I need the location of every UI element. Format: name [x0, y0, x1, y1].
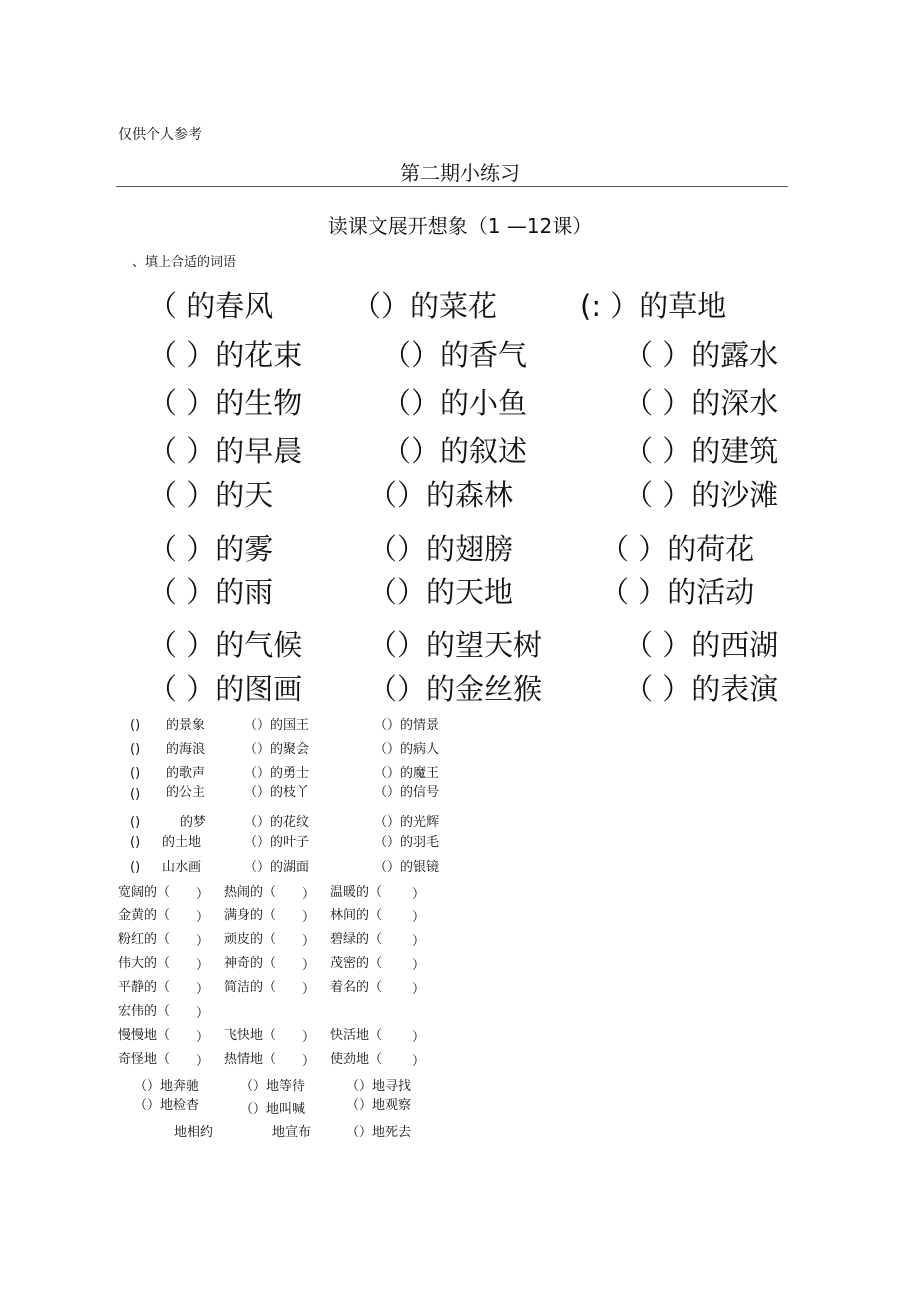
adv-item: 飞快地（ — [224, 1028, 277, 1043]
small-item: （）的魔王 — [374, 766, 440, 781]
reference-note: 仅供个人参考 — [118, 127, 202, 143]
verb-item: （）地奔驰 — [134, 1079, 200, 1094]
adj-blank-end: ） — [196, 958, 210, 973]
big-item: （）的菜花 — [352, 289, 498, 323]
adj-blank-end: ） — [302, 958, 316, 973]
adj-blank-end: ） — [412, 958, 426, 973]
adj-blank-end: ） — [302, 1030, 316, 1045]
adj-blank-end: ） — [302, 910, 316, 925]
title-divider — [116, 186, 788, 187]
big-item: （ ）的早晨 — [148, 434, 303, 468]
adj-blank-end: ） — [196, 1054, 210, 1069]
adj-blank-end: ） — [302, 1054, 316, 1069]
adj-blank-end: ） — [412, 910, 426, 925]
adv-item: 快活地（ — [330, 1028, 383, 1043]
adj-item: 伟大的（ — [118, 956, 171, 971]
adj-item: 宽阔的（ — [118, 885, 171, 900]
adj-blank-end: ） — [196, 1030, 210, 1045]
small-item: （）的信号 — [374, 785, 440, 800]
adj-blank-end: ） — [412, 1054, 426, 1069]
adj-blank-end: ） — [196, 910, 210, 925]
verb-item: （）地检杳 — [134, 1098, 200, 1113]
small-blank: () — [130, 860, 141, 875]
adj-blank-end: ） — [302, 934, 316, 949]
small-item: 的歌声 — [166, 766, 206, 781]
small-item: 的土地 — [162, 835, 202, 850]
big-item: （ ）的天 — [148, 478, 274, 512]
small-item: 山水画 — [162, 860, 202, 875]
big-item: （ ）的活动 — [600, 575, 755, 609]
big-item: （ ）的花束 — [148, 338, 303, 372]
small-item: （）的枝丫 — [244, 785, 310, 800]
big-item: （）的香气 — [382, 338, 528, 372]
adj-blank-end: ） — [196, 982, 210, 997]
big-item: （ ）的雨 — [148, 575, 274, 609]
big-item: （ ）的雾 — [148, 532, 274, 566]
adv-item: 慢慢地（ — [118, 1028, 171, 1043]
small-item: 的海浪 — [166, 742, 206, 757]
adj-item: 顽皮的（ — [224, 932, 277, 947]
big-item: （ 的春风 — [148, 289, 274, 323]
small-item: （）的聚会 — [244, 742, 310, 757]
verb-item: （）地死去 — [346, 1125, 412, 1140]
page-title: 第二期小练习 — [400, 161, 520, 185]
small-blank: () — [130, 766, 141, 781]
small-item: （）的花纹 — [244, 815, 310, 830]
small-blank: () — [130, 835, 141, 850]
small-item: 的梦 — [180, 815, 207, 830]
big-item: （）的金丝猴 — [368, 672, 543, 706]
big-item: （ ）的露水 — [624, 338, 779, 372]
small-item: 的公主 — [166, 785, 206, 800]
big-item: （ ）的气候 — [148, 628, 303, 662]
small-blank: () — [130, 718, 141, 733]
adj-item: 平静的（ — [118, 980, 171, 995]
verb-item: （）地寻找 — [346, 1079, 412, 1094]
verb-item: （）地观察 — [346, 1098, 412, 1113]
small-item: （）的病人 — [374, 742, 440, 757]
adj-blank-end: ） — [302, 982, 316, 997]
small-blank: () — [130, 742, 141, 757]
big-item: （）的小鱼 — [382, 386, 528, 420]
adj-blank-end: ） — [196, 887, 210, 902]
big-item: (: ）的草地 — [580, 289, 727, 323]
adj-item: 着名的（ — [330, 980, 383, 995]
small-item: （）的湖面 — [244, 860, 310, 875]
big-item: （）的天地 — [368, 575, 514, 609]
adj-blank-end: ） — [412, 1030, 426, 1045]
adj-blank-end: ） — [302, 887, 316, 902]
verb-item: （）地等待 — [240, 1079, 306, 1094]
big-item: （ ）的建筑 — [624, 434, 779, 468]
adj-item: 宏伟的（ — [118, 1004, 171, 1019]
verb-item: （）地叫喊 — [240, 1102, 306, 1117]
adj-blank-end: ） — [412, 982, 426, 997]
adv-item: 奇怪地（ — [118, 1052, 171, 1067]
small-blank: () — [130, 787, 141, 802]
adj-item: 碧绿的（ — [330, 932, 383, 947]
adj-item: 金黄的（ — [118, 908, 171, 923]
big-item: （）的叙述 — [382, 434, 528, 468]
adj-item: 茂密的（ — [330, 956, 383, 971]
big-item: （ ）的图画 — [148, 672, 303, 706]
adj-item: 简洁的（ — [224, 980, 277, 995]
small-item: 的景象 — [166, 718, 206, 733]
adj-item: 温暖的（ — [330, 885, 383, 900]
small-item: （）的情景 — [374, 718, 440, 733]
big-item: （ ）的荷花 — [600, 532, 755, 566]
big-item: （）的翅膀 — [368, 532, 514, 566]
section-label: 、填上合适的词语 — [132, 255, 237, 270]
page-subtitle: 读课文展开想象（1 —12课） — [327, 214, 593, 238]
small-item: （）的国王 — [244, 718, 310, 733]
adj-item: 林间的（ — [330, 908, 383, 923]
adj-blank-end: ） — [196, 934, 210, 949]
small-blank: () — [130, 815, 141, 830]
big-item: （ ）的沙滩 — [624, 478, 779, 512]
adv-item: 使劲地（ — [330, 1052, 383, 1067]
adj-item: 热闹的（ — [224, 885, 277, 900]
verb-item: 地相约 — [174, 1125, 214, 1140]
adj-item: 神奇的（ — [224, 956, 277, 971]
verb-item: 地宣布 — [272, 1125, 312, 1140]
big-item: （）的森林 — [368, 478, 514, 512]
adj-blank-end: ） — [412, 887, 426, 902]
small-item: （）的叶子 — [244, 835, 310, 850]
big-item: （ ）的生物 — [148, 386, 303, 420]
adj-blank-end: ） — [196, 1006, 210, 1021]
big-item: （ ）的深水 — [624, 386, 779, 420]
adv-item: 热情地（ — [224, 1052, 277, 1067]
small-item: （）的勇士 — [244, 766, 310, 781]
big-item: （）的望天树 — [368, 628, 543, 662]
adj-item: 满身的（ — [224, 908, 277, 923]
small-item: （）的银镜 — [374, 860, 440, 875]
big-item: （ ）的西湖 — [624, 628, 779, 662]
adj-blank-end: ） — [412, 934, 426, 949]
adj-item: 粉红的（ — [118, 932, 171, 947]
small-item: （）的光辉 — [374, 815, 440, 830]
small-item: （）的羽毛 — [374, 835, 440, 850]
big-item: （ ）的表演 — [624, 672, 779, 706]
